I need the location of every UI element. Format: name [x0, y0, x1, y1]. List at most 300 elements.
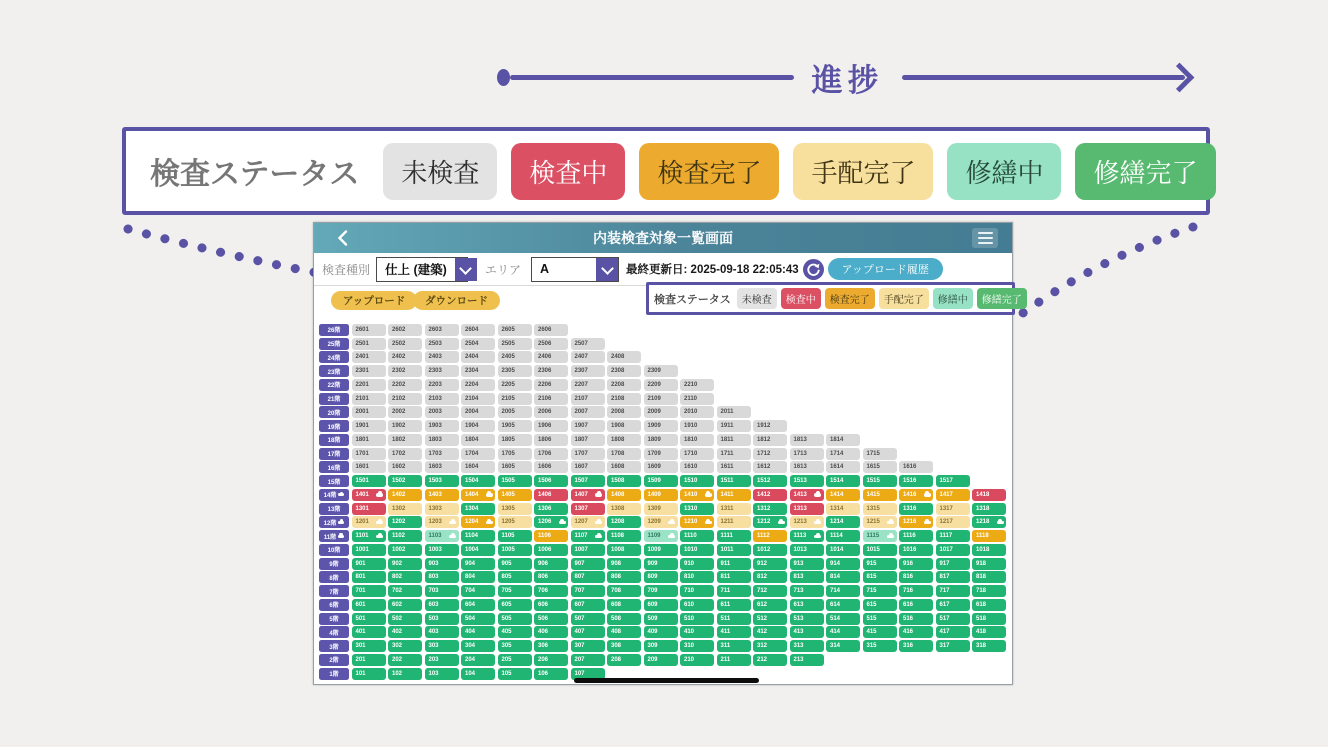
room-cell[interactable]: 410	[680, 626, 714, 638]
room-cell[interactable]: 2202	[388, 379, 422, 391]
room-cell[interactable]: 2103	[425, 393, 459, 405]
room-cell[interactable]: 1812	[753, 434, 787, 446]
room-cell[interactable]: 1214	[826, 516, 860, 528]
room-cell[interactable]: 818	[972, 571, 1006, 583]
room-cell[interactable]: 2108	[607, 393, 641, 405]
room-cell[interactable]: 2505	[498, 338, 532, 350]
room-cell[interactable]: 1408	[607, 489, 641, 501]
room-cell[interactable]: 1502	[388, 475, 422, 487]
room-cell[interactable]: 306	[534, 640, 568, 652]
room-cell[interactable]: 610	[680, 599, 714, 611]
room-cell[interactable]: 906	[534, 558, 568, 570]
room-cell[interactable]: 1907	[571, 420, 605, 432]
room-cell[interactable]: 1116	[899, 530, 933, 542]
room-cell[interactable]: 208	[607, 654, 641, 666]
area-dropdown[interactable]	[531, 257, 619, 282]
room-cell[interactable]: 1005	[498, 544, 532, 556]
room-cell[interactable]: 1107	[571, 530, 605, 542]
room-cell[interactable]: 516	[899, 613, 933, 625]
room-cell[interactable]: 2602	[388, 324, 422, 336]
room-cell[interactable]: 615	[863, 599, 897, 611]
room-cell[interactable]: 1405	[498, 489, 532, 501]
room-cell[interactable]: 204	[461, 654, 495, 666]
room-cell[interactable]: 1611	[717, 461, 751, 473]
room-cell[interactable]: 603	[425, 599, 459, 611]
room-cell[interactable]: 407	[571, 626, 605, 638]
download-button[interactable]: ダウンロード	[413, 291, 500, 310]
room-cell[interactable]: 1805	[498, 434, 532, 446]
room-cell[interactable]: 1204	[461, 516, 495, 528]
room-cell[interactable]: 311	[717, 640, 751, 652]
room-cell[interactable]: 1113	[790, 530, 824, 542]
room-cell[interactable]: 2008	[607, 406, 641, 418]
room-cell[interactable]: 815	[863, 571, 897, 583]
room-cell[interactable]: 616	[899, 599, 933, 611]
room-cell[interactable]: 1801	[352, 434, 386, 446]
room-cell[interactable]: 1714	[826, 448, 860, 460]
room-cell[interactable]: 506	[534, 613, 568, 625]
room-cell[interactable]: 2501	[352, 338, 386, 350]
room-cell[interactable]: 712	[753, 585, 787, 597]
room-cell[interactable]: 212	[753, 654, 787, 666]
room-cell[interactable]: 2309	[644, 365, 678, 377]
room-cell[interactable]: 2301	[352, 365, 386, 377]
room-cell[interactable]: 2110	[680, 393, 714, 405]
room-cell[interactable]: 904	[461, 558, 495, 570]
room-cell[interactable]: 1706	[534, 448, 568, 460]
room-cell[interactable]: 2504	[461, 338, 495, 350]
room-cell[interactable]: 301	[352, 640, 386, 652]
room-cell[interactable]: 302	[388, 640, 422, 652]
room-cell[interactable]: 1615	[863, 461, 897, 473]
room-cell[interactable]: 913	[790, 558, 824, 570]
room-cell[interactable]: 1414	[826, 489, 860, 501]
room-cell[interactable]: 1417	[936, 489, 970, 501]
room-cell[interactable]: 1810	[680, 434, 714, 446]
room-cell[interactable]: 1014	[826, 544, 860, 556]
room-cell[interactable]: 504	[461, 613, 495, 625]
room-cell[interactable]: 2102	[388, 393, 422, 405]
room-cell[interactable]: 518	[972, 613, 1006, 625]
room-cell[interactable]: 1411	[717, 489, 751, 501]
room-cell[interactable]: 1705	[498, 448, 532, 460]
room-cell[interactable]: 303	[425, 640, 459, 652]
room-cell[interactable]: 816	[899, 571, 933, 583]
room-cell[interactable]: 912	[753, 558, 787, 570]
hamburger-menu-icon[interactable]	[972, 228, 998, 248]
room-cell[interactable]: 2407	[571, 351, 605, 363]
room-cell[interactable]: 408	[607, 626, 641, 638]
room-cell[interactable]: 2305	[498, 365, 532, 377]
room-cell[interactable]: 1103	[425, 530, 459, 542]
room-cell[interactable]: 417	[936, 626, 970, 638]
room-cell[interactable]: 1209	[644, 516, 678, 528]
room-cell[interactable]: 102	[388, 668, 422, 680]
room-cell[interactable]: 1101	[352, 530, 386, 542]
room-cell[interactable]: 1215	[863, 516, 897, 528]
room-cell[interactable]: 2403	[425, 351, 459, 363]
room-cell[interactable]: 104	[461, 668, 495, 680]
room-cell[interactable]: 1703	[425, 448, 459, 460]
room-cell[interactable]: 413	[790, 626, 824, 638]
room-cell[interactable]: 1507	[571, 475, 605, 487]
room-cell[interactable]: 1510	[680, 475, 714, 487]
room-cell[interactable]: 1009	[644, 544, 678, 556]
room-cell[interactable]: 1605	[498, 461, 532, 473]
room-cell[interactable]: 1802	[388, 434, 422, 446]
room-cell[interactable]: 910	[680, 558, 714, 570]
room-cell[interactable]: 1702	[388, 448, 422, 460]
room-cell[interactable]: 1318	[972, 503, 1006, 515]
room-cell[interactable]: 1206	[534, 516, 568, 528]
room-cell[interactable]: 1515	[863, 475, 897, 487]
room-cell[interactable]: 713	[790, 585, 824, 597]
room-cell[interactable]: 1616	[899, 461, 933, 473]
room-cell[interactable]: 1603	[425, 461, 459, 473]
room-cell[interactable]: 1610	[680, 461, 714, 473]
room-cell[interactable]: 2201	[352, 379, 386, 391]
room-cell[interactable]: 612	[753, 599, 787, 611]
room-cell[interactable]: 1316	[899, 503, 933, 515]
room-cell[interactable]: 2205	[498, 379, 532, 391]
room-cell[interactable]: 804	[461, 571, 495, 583]
room-cell[interactable]: 1303	[425, 503, 459, 515]
room-cell[interactable]: 1514	[826, 475, 860, 487]
room-cell[interactable]: 1607	[571, 461, 605, 473]
room-cell[interactable]: 401	[352, 626, 386, 638]
room-cell[interactable]: 1201	[352, 516, 386, 528]
room-cell[interactable]: 706	[534, 585, 568, 597]
room-cell[interactable]: 315	[863, 640, 897, 652]
room-cell[interactable]: 1407	[571, 489, 605, 501]
room-cell[interactable]: 1409	[644, 489, 678, 501]
room-cell[interactable]: 310	[680, 640, 714, 652]
room-cell[interactable]: 1715	[863, 448, 897, 460]
room-cell[interactable]: 601	[352, 599, 386, 611]
room-cell[interactable]: 1807	[571, 434, 605, 446]
room-cell[interactable]: 1015	[863, 544, 897, 556]
room-cell[interactable]: 1006	[534, 544, 568, 556]
room-cell[interactable]: 1901	[352, 420, 386, 432]
room-cell[interactable]: 2006	[534, 406, 568, 418]
room-cell[interactable]: 1704	[461, 448, 495, 460]
room-cell[interactable]: 914	[826, 558, 860, 570]
room-cell[interactable]: 704	[461, 585, 495, 597]
room-cell[interactable]: 1911	[717, 420, 751, 432]
room-cell[interactable]: 2604	[461, 324, 495, 336]
room-cell[interactable]: 1118	[972, 530, 1006, 542]
room-cell[interactable]: 714	[826, 585, 860, 597]
room-cell[interactable]: 2308	[607, 365, 641, 377]
room-cell[interactable]: 317	[936, 640, 970, 652]
room-cell[interactable]: 2011	[717, 406, 751, 418]
room-cell[interactable]: 1410	[680, 489, 714, 501]
room-cell[interactable]: 1202	[388, 516, 422, 528]
room-cell[interactable]: 1017	[936, 544, 970, 556]
refresh-icon[interactable]	[803, 259, 824, 280]
room-cell[interactable]: 2003	[425, 406, 459, 418]
room-cell[interactable]: 1218	[972, 516, 1006, 528]
room-cell[interactable]: 2304	[461, 365, 495, 377]
room-cell[interactable]: 1910	[680, 420, 714, 432]
room-cell[interactable]: 101	[352, 668, 386, 680]
room-cell[interactable]: 2605	[498, 324, 532, 336]
room-cell[interactable]: 1505	[498, 475, 532, 487]
room-cell[interactable]: 2307	[571, 365, 605, 377]
room-cell[interactable]: 708	[607, 585, 641, 597]
room-cell[interactable]: 402	[388, 626, 422, 638]
room-cell[interactable]: 2306	[534, 365, 568, 377]
room-cell[interactable]: 1413	[790, 489, 824, 501]
room-cell[interactable]: 1613	[790, 461, 824, 473]
room-cell[interactable]: 806	[534, 571, 568, 583]
room-cell[interactable]: 2303	[425, 365, 459, 377]
room-cell[interactable]: 213	[790, 654, 824, 666]
room-cell[interactable]: 1904	[461, 420, 495, 432]
room-cell[interactable]: 1010	[680, 544, 714, 556]
room-cell[interactable]: 2208	[607, 379, 641, 391]
room-cell[interactable]: 1016	[899, 544, 933, 556]
room-cell[interactable]: 512	[753, 613, 787, 625]
room-cell[interactable]: 1713	[790, 448, 824, 460]
room-cell[interactable]: 318	[972, 640, 1006, 652]
room-cell[interactable]: 1501	[352, 475, 386, 487]
room-cell[interactable]: 1710	[680, 448, 714, 460]
room-cell[interactable]: 510	[680, 613, 714, 625]
room-cell[interactable]: 809	[644, 571, 678, 583]
room-cell[interactable]: 304	[461, 640, 495, 652]
room-cell[interactable]: 918	[972, 558, 1006, 570]
room-cell[interactable]: 2210	[680, 379, 714, 391]
room-cell[interactable]: 1604	[461, 461, 495, 473]
room-cell[interactable]: 1105	[498, 530, 532, 542]
room-cell[interactable]: 901	[352, 558, 386, 570]
room-cell[interactable]: 2203	[425, 379, 459, 391]
room-cell[interactable]: 314	[826, 640, 860, 652]
room-cell[interactable]: 1007	[571, 544, 605, 556]
room-cell[interactable]: 211	[717, 654, 751, 666]
upload-history-button[interactable]: アップロード履歴	[828, 258, 943, 280]
room-cell[interactable]: 1311	[717, 503, 751, 515]
room-cell[interactable]: 2408	[607, 351, 641, 363]
room-cell[interactable]: 614	[826, 599, 860, 611]
room-cell[interactable]: 203	[425, 654, 459, 666]
room-cell[interactable]: 2010	[680, 406, 714, 418]
room-cell[interactable]: 2009	[644, 406, 678, 418]
room-cell[interactable]: 802	[388, 571, 422, 583]
room-cell[interactable]: 2302	[388, 365, 422, 377]
room-cell[interactable]: 606	[534, 599, 568, 611]
room-cell[interactable]: 1614	[826, 461, 860, 473]
room-cell[interactable]: 1305	[498, 503, 532, 515]
room-cell[interactable]: 1102	[388, 530, 422, 542]
room-cell[interactable]: 415	[863, 626, 897, 638]
room-cell[interactable]: 2005	[498, 406, 532, 418]
room-cell[interactable]: 2107	[571, 393, 605, 405]
room-cell[interactable]: 1111	[717, 530, 751, 542]
room-cell[interactable]: 1806	[534, 434, 568, 446]
room-cell[interactable]: 702	[388, 585, 422, 597]
room-cell[interactable]: 1011	[717, 544, 751, 556]
room-cell[interactable]: 514	[826, 613, 860, 625]
room-cell[interactable]: 1205	[498, 516, 532, 528]
room-cell[interactable]: 312	[753, 640, 787, 652]
room-cell[interactable]: 2606	[534, 324, 568, 336]
room-cell[interactable]: 909	[644, 558, 678, 570]
room-cell[interactable]: 1813	[790, 434, 824, 446]
room-cell[interactable]: 403	[425, 626, 459, 638]
room-cell[interactable]: 1511	[717, 475, 751, 487]
room-cell[interactable]: 2601	[352, 324, 386, 336]
room-cell[interactable]: 801	[352, 571, 386, 583]
room-cell[interactable]: 2001	[352, 406, 386, 418]
room-cell[interactable]: 2002	[388, 406, 422, 418]
room-cell[interactable]: 1001	[352, 544, 386, 556]
room-cell[interactable]: 1315	[863, 503, 897, 515]
room-cell[interactable]: 808	[607, 571, 641, 583]
room-cell[interactable]: 1003	[425, 544, 459, 556]
room-cell[interactable]: 2207	[571, 379, 605, 391]
room-cell[interactable]: 915	[863, 558, 897, 570]
room-cell[interactable]: 1208	[607, 516, 641, 528]
room-cell[interactable]: 2506	[534, 338, 568, 350]
room-cell[interactable]: 805	[498, 571, 532, 583]
room-cell[interactable]: 1002	[388, 544, 422, 556]
room-cell[interactable]: 605	[498, 599, 532, 611]
room-cell[interactable]: 2007	[571, 406, 605, 418]
room-cell[interactable]: 1804	[461, 434, 495, 446]
room-cell[interactable]: 1402	[388, 489, 422, 501]
room-cell[interactable]: 611	[717, 599, 751, 611]
room-cell[interactable]: 205	[498, 654, 532, 666]
room-cell[interactable]: 2004	[461, 406, 495, 418]
room-cell[interactable]: 1309	[644, 503, 678, 515]
room-cell[interactable]: 905	[498, 558, 532, 570]
room-cell[interactable]: 710	[680, 585, 714, 597]
room-cell[interactable]: 908	[607, 558, 641, 570]
room-cell[interactable]: 1110	[680, 530, 714, 542]
room-cell[interactable]: 2402	[388, 351, 422, 363]
room-cell[interactable]: 1203	[425, 516, 459, 528]
room-cell[interactable]: 313	[790, 640, 824, 652]
room-cell[interactable]: 709	[644, 585, 678, 597]
room-cell[interactable]: 608	[607, 599, 641, 611]
room-cell[interactable]: 1212	[753, 516, 787, 528]
room-cell[interactable]: 2101	[352, 393, 386, 405]
room-cell[interactable]: 207	[571, 654, 605, 666]
room-cell[interactable]: 1302	[388, 503, 422, 515]
room-cell[interactable]: 916	[899, 558, 933, 570]
room-cell[interactable]: 1418	[972, 489, 1006, 501]
room-cell[interactable]: 1708	[607, 448, 641, 460]
room-cell[interactable]: 105	[498, 668, 532, 680]
room-cell[interactable]: 711	[717, 585, 751, 597]
room-cell[interactable]: 703	[425, 585, 459, 597]
room-cell[interactable]: 1403	[425, 489, 459, 501]
room-cell[interactable]: 902	[388, 558, 422, 570]
room-cell[interactable]: 1217	[936, 516, 970, 528]
room-cell[interactable]: 2603	[425, 324, 459, 336]
room-cell[interactable]: 2401	[352, 351, 386, 363]
room-cell[interactable]: 2104	[461, 393, 495, 405]
room-cell[interactable]: 409	[644, 626, 678, 638]
room-cell[interactable]: 2503	[425, 338, 459, 350]
room-cell[interactable]: 103	[425, 668, 459, 680]
room-cell[interactable]: 1313	[790, 503, 824, 515]
room-cell[interactable]: 1317	[936, 503, 970, 515]
room-cell[interactable]: 609	[644, 599, 678, 611]
room-cell[interactable]: 2507	[571, 338, 605, 350]
room-cell[interactable]: 107	[571, 668, 605, 680]
room-cell[interactable]: 1601	[352, 461, 386, 473]
room-cell[interactable]: 1512	[753, 475, 787, 487]
room-cell[interactable]: 715	[863, 585, 897, 597]
room-cell[interactable]: 1808	[607, 434, 641, 446]
room-cell[interactable]: 307	[571, 640, 605, 652]
room-cell[interactable]: 507	[571, 613, 605, 625]
room-cell[interactable]: 1401	[352, 489, 386, 501]
room-cell[interactable]: 2105	[498, 393, 532, 405]
room-cell[interactable]: 1207	[571, 516, 605, 528]
room-cell[interactable]: 2404	[461, 351, 495, 363]
room-cell[interactable]: 1609	[644, 461, 678, 473]
room-cell[interactable]: 1513	[790, 475, 824, 487]
room-cell[interactable]: 1008	[607, 544, 641, 556]
room-cell[interactable]: 812	[753, 571, 787, 583]
room-cell[interactable]: 2106	[534, 393, 568, 405]
room-cell[interactable]: 1516	[899, 475, 933, 487]
room-cell[interactable]: 1310	[680, 503, 714, 515]
room-cell[interactable]: 1216	[899, 516, 933, 528]
room-cell[interactable]: 707	[571, 585, 605, 597]
room-cell[interactable]: 1711	[717, 448, 751, 460]
room-cell[interactable]: 1415	[863, 489, 897, 501]
room-cell[interactable]: 1004	[461, 544, 495, 556]
room-cell[interactable]: 501	[352, 613, 386, 625]
room-cell[interactable]: 1109	[644, 530, 678, 542]
room-cell[interactable]: 305	[498, 640, 532, 652]
room-cell[interactable]: 1210	[680, 516, 714, 528]
room-cell[interactable]: 814	[826, 571, 860, 583]
room-cell[interactable]: 1213	[790, 516, 824, 528]
room-cell[interactable]: 1814	[826, 434, 860, 446]
room-cell[interactable]: 412	[753, 626, 787, 638]
room-cell[interactable]: 513	[790, 613, 824, 625]
room-cell[interactable]: 505	[498, 613, 532, 625]
room-cell[interactable]: 718	[972, 585, 1006, 597]
room-cell[interactable]: 1517	[936, 475, 970, 487]
room-cell[interactable]: 2406	[534, 351, 568, 363]
room-cell[interactable]: 1503	[425, 475, 459, 487]
room-cell[interactable]: 817	[936, 571, 970, 583]
room-cell[interactable]: 1416	[899, 489, 933, 501]
room-cell[interactable]: 1314	[826, 503, 860, 515]
room-cell[interactable]: 316	[899, 640, 933, 652]
room-cell[interactable]: 1412	[753, 489, 787, 501]
room-cell[interactable]: 414	[826, 626, 860, 638]
room-cell[interactable]: 1606	[534, 461, 568, 473]
room-cell[interactable]: 1012	[753, 544, 787, 556]
room-cell[interactable]: 1509	[644, 475, 678, 487]
room-cell[interactable]: 907	[571, 558, 605, 570]
room-cell[interactable]: 1602	[388, 461, 422, 473]
room-cell[interactable]: 613	[790, 599, 824, 611]
room-cell[interactable]: 309	[644, 640, 678, 652]
room-cell[interactable]: 803	[425, 571, 459, 583]
room-cell[interactable]: 1404	[461, 489, 495, 501]
room-cell[interactable]: 308	[607, 640, 641, 652]
room-cell[interactable]: 2502	[388, 338, 422, 350]
